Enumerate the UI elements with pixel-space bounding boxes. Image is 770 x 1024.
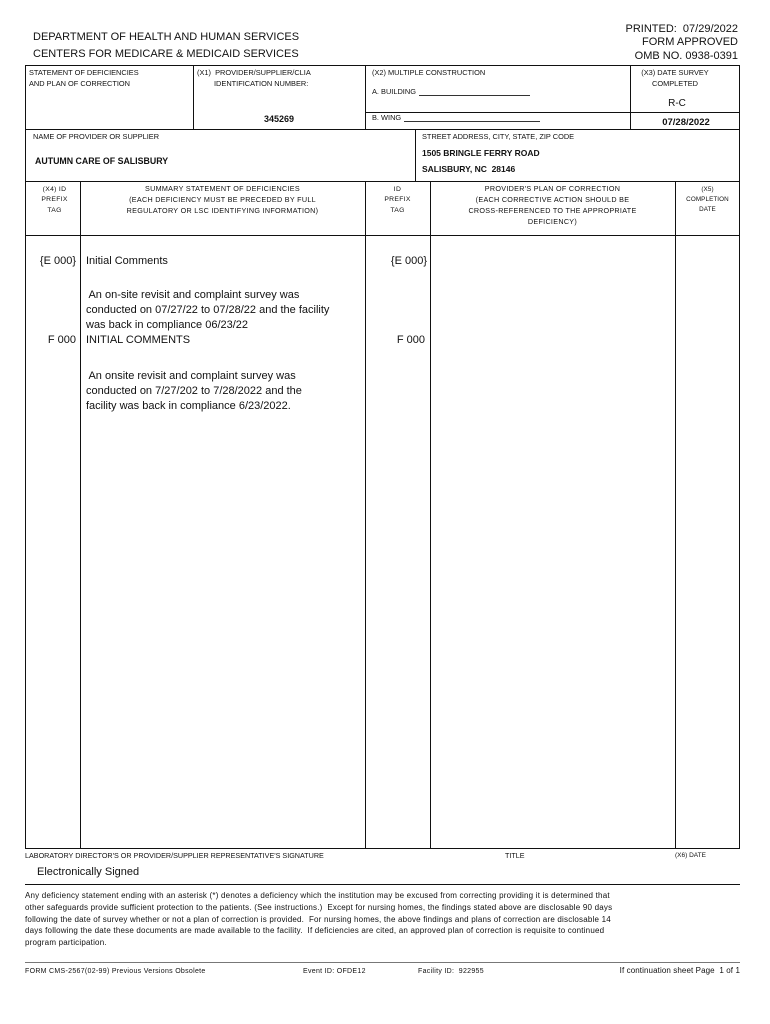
electronic-signature: Electronically Signed [37, 866, 140, 878]
x5-header-line2: COMPLETION [686, 196, 729, 203]
building-blank-line [419, 95, 530, 96]
plan-header-line1: PROVIDER'S PLAN OF CORRECTION [484, 184, 621, 193]
omb-number: OMB NO. 0938-0391 [634, 50, 738, 62]
x1-label-line2: IDENTIFICATION NUMBER: [214, 79, 309, 88]
signature-label: LABORATORY DIRECTOR'S OR PROVIDER/SUPPLIER REPRESENTATIVE'S SIGNATURE [25, 851, 324, 860]
disclaimer-line: days following the date these documents are made available to the facility. If deficiencies are cited, an approved plan of correction is requisite to continued [25, 926, 605, 936]
column-divider-address [415, 129, 416, 181]
deficiency-title: INITIAL COMMENTS [86, 334, 191, 346]
row-divider-identification [25, 129, 740, 130]
deficiency-text-line: facility was back in compliance 6/23/2022. [86, 400, 291, 412]
agency-name-line1: DEPARTMENT OF HEALTH AND HUMAN SERVICES [33, 31, 300, 43]
deficiency-text-line: conducted on 07/27/22 to 07/28/22 and the facility [86, 304, 330, 316]
table-left-border [25, 65, 26, 848]
x4-header-line1: (X4) ID [42, 186, 67, 193]
deficiency-text [86, 369, 302, 414]
plan-header-line3: CROSS-REFERENCED TO THE APPROPRIATE [468, 206, 637, 215]
event-id: Event ID: OFDE12 [303, 968, 366, 975]
deficiency-text-line: was back in compliance 06/23/22 [86, 319, 249, 331]
disclaimer-line: program participation. [25, 938, 107, 948]
wing-label: B. WING [372, 113, 402, 122]
title-label: TITLE [505, 851, 525, 860]
id-header-line2: PREFIX [384, 196, 411, 203]
plan-header-line4: DEFICIENCY) [527, 217, 578, 226]
wing-blank-line [404, 121, 540, 122]
column-header-bottom-border [25, 235, 740, 236]
x3-label-line1: (X3) DATE SURVEY [641, 68, 709, 77]
page-info: If continuation sheet Page 1 of 1 [619, 966, 740, 975]
provider-id-number: 345269 [263, 114, 295, 124]
form-id: FORM CMS-2567(02-99) Previous Versions Obsolete [25, 968, 206, 975]
column-divider-completion [675, 181, 676, 848]
deficiency-text-line: An on-site revisit and complaint survey was [86, 289, 300, 301]
x5-header-line1: (X5) [701, 186, 714, 193]
x3-label-line2: COMPLETED [652, 79, 698, 88]
provider-name: AUTUMN CARE OF SALISBURY [35, 156, 169, 166]
deficiency-text-line: An onsite revisit and complaint survey was [86, 370, 296, 382]
disclaimer-line: following the date of survey whether or not a plan of correction is provided. For nursing homes, the above findings and plans of correction are disclosable 14 [25, 914, 611, 924]
statement-label-line2: AND PLAN OF CORRECTION [29, 79, 131, 88]
building-label: A. BUILDING [372, 87, 416, 96]
statement-label-line1: STATEMENT OF DEFICIENCIES [29, 68, 139, 77]
summary-header-line3: REGULATORY OR LSC IDENTIFYING INFORMATION) [126, 206, 319, 215]
summary-header-line1: SUMMARY STATEMENT OF DEFICIENCIES [145, 184, 300, 193]
id-header-line3: TAG [390, 207, 405, 214]
column-divider-summary [80, 181, 81, 848]
survey-type: R-C [668, 98, 686, 109]
plan-prefix-tag: {E 000} [390, 255, 427, 267]
column-divider-id-prefix [365, 181, 366, 848]
table-top-border [25, 65, 740, 66]
disclaimer-line: Any deficiency statement ending with an asterisk (*) denotes a deficiency which the institution may be excused from correcting providing it is determined that [25, 891, 610, 900]
x1-label-line1: (X1) PROVIDER/SUPPLIER/CLIA [197, 68, 311, 77]
printed-date: PRINTED: 07/29/2022 [625, 23, 738, 35]
address-label: STREET ADDRESS, CITY, STATE, ZIP CODE [422, 132, 575, 141]
x2-label: (X2) MULTIPLE CONSTRUCTION [372, 68, 486, 77]
footer-divider [25, 962, 740, 963]
x5-header-line3: DATE [699, 206, 716, 213]
signature-date-label: (X6) DATE [675, 851, 706, 859]
deficiency-prefix-tag: {E 000} [39, 255, 76, 267]
plan-header-line2: (EACH CORRECTIVE ACTION SHOULD BE [475, 195, 630, 204]
form-approved: FORM APPROVED [642, 36, 738, 48]
table-bottom-border [25, 848, 740, 849]
summary-header-line2: (EACH DEFICIENCY MUST BE PRECEDED BY FULL [129, 195, 316, 204]
x4-header-line3: TAG [47, 207, 62, 214]
column-divider-x2 [365, 65, 366, 129]
signature-divider [25, 884, 740, 885]
agency-name-line2: CENTERS FOR MEDICARE & MEDICAID SERVICES [33, 48, 299, 60]
table-right-border [739, 65, 740, 849]
survey-completed-date: 07/28/2022 [662, 117, 710, 128]
deficiency-title: Initial Comments [86, 255, 168, 267]
facility-id: Facility ID: 922955 [418, 968, 484, 975]
deficiency-text-line: conducted on 7/27/202 to 7/28/2022 and the [86, 385, 302, 397]
construction-date-divider [365, 112, 740, 113]
city-state-zip: SALISBURY, NC 28146 [422, 164, 516, 174]
column-divider-plan [430, 181, 431, 848]
disclaimer-paragraph [25, 890, 612, 949]
plan-prefix-tag: F 000 [396, 334, 425, 346]
deficiency-prefix-tag: F 000 [47, 334, 76, 346]
street-address: 1505 BRINGLE FERRY ROAD [422, 148, 540, 158]
x4-header-line2: PREFIX [41, 196, 68, 203]
deficiency-text [86, 288, 329, 333]
disclaimer-line: other safeguards provide sufficient protection to the patients. (See instructions.) Except for nursing homes, the findings stated above are disclosable 90 days [25, 902, 613, 912]
provider-name-label: NAME OF PROVIDER OR SUPPLIER [33, 132, 160, 141]
id-header-line1: ID [393, 186, 402, 193]
row-divider-provider [25, 181, 740, 182]
